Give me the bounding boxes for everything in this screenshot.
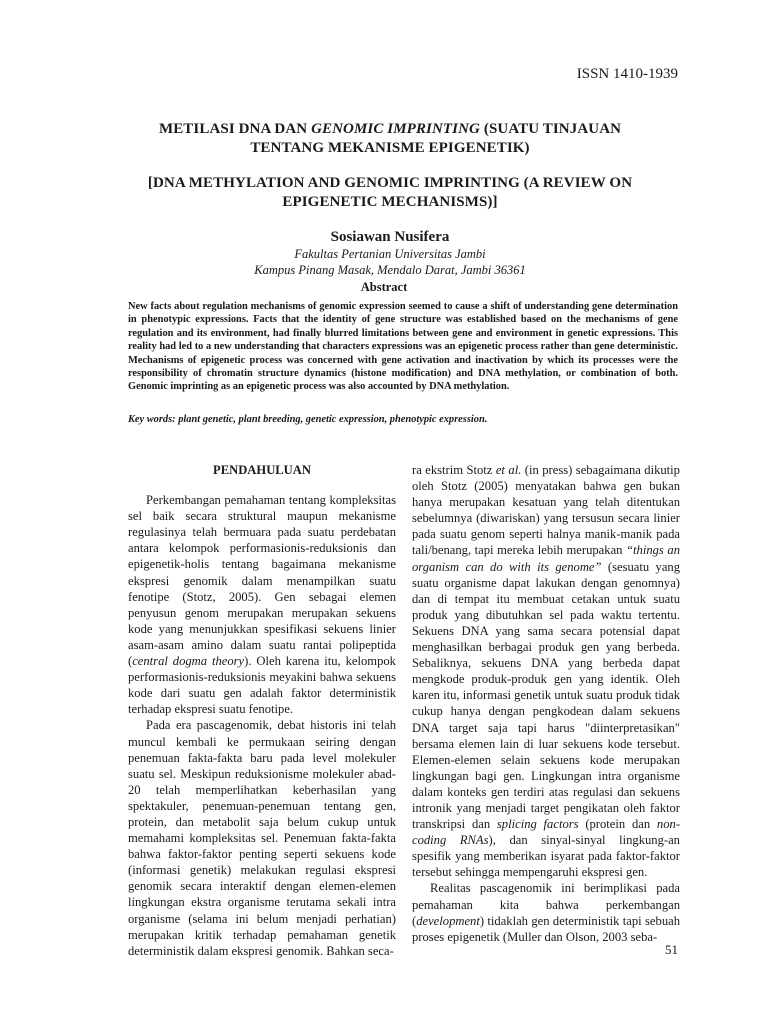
body-column-right [412,462,680,945]
page-number: 51 [665,942,678,957]
text-run-italic: central dogma theory [132,654,245,669]
section-heading-pendahuluan: PENDAHULUAN [213,463,311,477]
text-run: (protein dan [578,817,657,832]
title-en-line2: EPIGENETIC MECHANISMS)] [282,194,498,210]
body-column-left [128,462,396,959]
paragraph [412,462,680,880]
title-en-line1: [DNA METHYLATION AND GENOMIC IMPRINTING (A REVIEW ON [147,175,633,191]
text-run-italic: non-coding RNAs [412,817,681,848]
abstract-heading: Abstract [360,280,408,294]
title-indonesian [120,120,660,158]
title-english [120,174,660,212]
paragraph: Pada era pascagenomik, debat historis ini telah muncul kembali ke permukaan seiring dengan penemuan fakta-fakta baru pada level molekuler suatu sel. Meskipun reduksionisme molekuler abad-20 telah memperlihatkan keberhasilan yang spektakuler, penemuan-penemuan tentang gen, protein, dan metabolit saja belum cukup untuk memahami kompleksitas sel. Penemuan fakta-fakta bahwa faktor-faktor penting seperti sekuens kode (informasi genetik) melakukan regulasi ekspresi genomik secara interaktif dengan elemen-elemen lingkungan ekstra organisme terutama sekali intra organisme (selama ini belum menjadi perhatian) merupakan kritik terhadap pemahaman genetik deterministik dalam ekspresi genomik. Bahkan seca- [128,718,396,958]
text-run: ) tidaklah gen deterministik tapi sebuah proses epigenetik (Muller dan Olson, 2003 seba- [412,913,680,944]
paragraph [128,492,396,717]
text-run: Realitas pascagenomik ini berimplikasi pada pemahaman kita bahwa perkembangan ( [412,881,680,928]
text-run-italic: development [416,913,480,928]
title-id-italic: GENOMIC IMPRINTING [311,121,480,137]
text-run-italic: “things an organism can do with its genome” [412,543,680,574]
author-affiliation-1: Fakultas Pertanian Universitas Jambi [294,247,486,261]
text-run: Perkembangan pemahaman tentang kompleksitas sel baik secara struktural maupun mekanisme regulasinya telah bermuara pada suatu perdebatan antara kelompok performasionis-reduksionis dan epigenetik-holis tentang bagaimana mekanisme ekspresi genomik dalam menampilkan suatu fenotipe (Stotz, 2005). Gen sebagai elemen penyusun genom merupakan merupakan sekuens kode yang menunjukkan spesifikasi sekuens linier asam-asam amino dalam suatu rantai polipeptida ( [128,493,396,669]
paragraph [412,880,680,944]
text-run-italic: et al. [495,463,522,477]
issn-label: ISSN 1410-1939 [576,66,678,82]
title-block [120,120,660,278]
title-id-pre: METILASI DNA DAN [158,121,312,137]
title-id-line2: TENTANG MEKANISME EPIGENETIK) [250,140,530,156]
text-run-italic: splicing factors [496,817,579,832]
text-run: ). Oleh karena itu, kelompok performasionis-reduksionis meyakini bahwa sekuens kode dari suatu gen adalah faktor deterministik terhadap ekspresi suatu fenotipe. [128,654,396,717]
text-run: (sesuatu yang suatu organisme dapat lakukan dengan genomnya) dan di tempat itu membuat cetakan untuk suatu produk yang dibutuhkan sel pada waktu tertentu. Sekuens DNA yang sama secara potensial dapat menghasilkan berbagai produk gen yang berbeda. Sebaliknya, sekuens DNA yang berbeda dapat mengkode produk-produk gen yang identik. Oleh karen itu, informasi genetik untuk suatu produk tidak cukup hanya dengan pengkodean dalam sekuens DNA target saja tapi harus "diinterpretasikan" bersama elemen lain di luar sekuens kode tersebut. Elemen-elemen selain sekuens kode merupakan lingkungan bagi gen. Lingkungan intra organisme dalam konteks gen terdiri atas regulasi dan sekuens intronik yang menjadi target pengikatan oleh faktor transkripsi dan [412,559,681,832]
author-affiliation-2: Kampus Pinang Masak, Mendalo Darat, Jambi 36361 [254,263,526,277]
keywords: Key words: plant genetic, plant breeding, genetic expression, phenotypic expression. [128,414,488,425]
text-run: (in press) sebagaimana dikutip oleh Stotz (2005) menyatakan bahwa gen bukan hanya merupakan kesatuan yang telah ditentukan sebelumnya (diwariskan) yang tersusun secara linier pada suatu genom seperti halnya manik-manik pada tali/benang, tapi mereka lebih merupakan [412,463,680,558]
abstract-text: New facts about regulation mechanisms of genomic expression seemed to cause a shift of understanding gene determination in phenotypic expressions. Facts that the identity of gene structure was established based on the mechanisms of gene regulation and its environment, had finally blurred limitations between gene and environment in genetic expressions. This reality had led to a new understanding that characters expressions was an epigenetic process rather than gene deterministic. Mechanisms of epigenetic process was concerned with gene activation and inactivation by which its processes were the responsibility of chromatin structure dynamics (histone modification) and DNA methylation, or combination of both. Genomic imprinting as an epigenetic process was also accounted by DNA methylation. [128,301,678,393]
text-run: ra ekstrim Stotz [412,463,496,477]
title-id-post: (SUATU TINJAUAN [480,121,622,137]
text-run: ), dan sinyal-sinyal lingkung-an spesifik yang memberikan isyarat pada faktor-faktor tersebut sehingga mempengaruhi ekspresi gen. [412,833,680,880]
author-name: Sosiawan Nusifera [330,229,450,245]
